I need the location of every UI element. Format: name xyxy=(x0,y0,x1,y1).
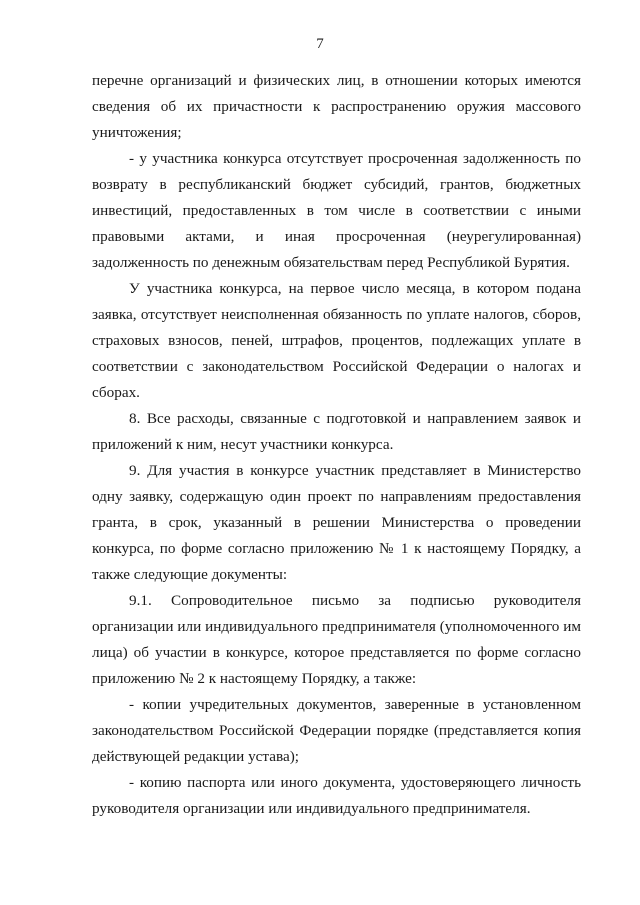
paragraph-continuation: перечне организаций и физических лиц, в отношении которых имеются сведения об их причастности к распространению оружия массового уничтожения; xyxy=(92,72,581,141)
paragraph-no-tax-obligations: У участника конкурса, на первое число месяца, в котором подана заявка, отсутствует неисполненная обязанность по уплате налогов, сборов, страховых взносов, пеней, штрафов, процентов, подлежащих уплате в соответствии с законодательством Российской Федерации о налогах и сборах. xyxy=(92,280,581,401)
page-number: 7 xyxy=(316,36,324,52)
paragraph-item-9: 9. Для участия в конкурсе участник представляет в Министерство одну заявку, содержащую один проект по направлениям предоставления гранта, в срок, указанный в решении Министерства о проведении конкурса, по форме согласно приложению № 1 к настоящему Порядку, а также следующие документы: xyxy=(92,462,581,583)
paragraph-no-debt: - у участника конкурса отсутствует просроченная задолженность по возврату в республиканский бюджет субсидий, грантов, бюджетных инвестиций, предоставленных в том числе в соответствии с иными правовыми актами, и иная просроченная (неурегулированная) задолженность по денежным обязательствам перед Республикой Бурятия. xyxy=(92,150,581,271)
document-body xyxy=(92,68,581,822)
paragraph-passport-copy: - копию паспорта или иного документа, удостоверяющего личность руководителя организации или индивидуального предпринимателя. xyxy=(92,774,581,817)
paragraph-item-9-1: 9.1. Сопроводительное письмо за подписью руководителя организации или индивидуального предпринимателя (уполномоченного им лица) об участии в конкурсе, которое представляется по форме согласно приложению № 2 к настоящему Порядку, а также: xyxy=(92,592,581,687)
paragraph-item-8: 8. Все расходы, связанные с подготовкой и направлением заявок и приложений к ним, несут участники конкурса. xyxy=(92,410,581,453)
paragraph-founding-documents: - копии учредительных документов, заверенные в установленном законодательством Российской Федерации порядке (представляется копия действующей редакции устава); xyxy=(92,696,581,765)
